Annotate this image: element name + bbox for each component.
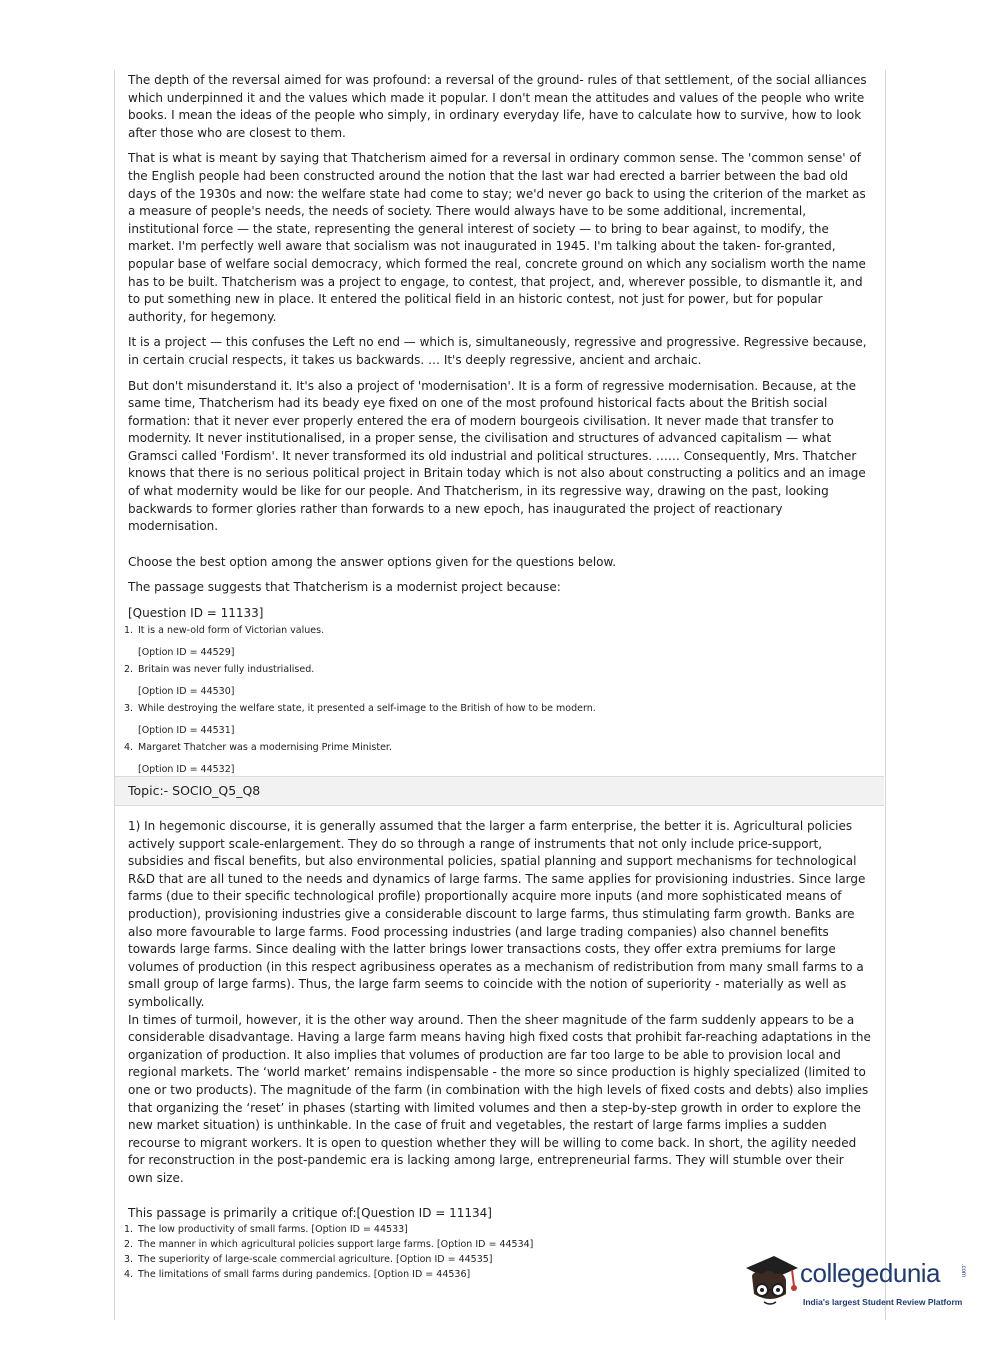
option-item[interactable]: 3. The superiority of large-scale commercial agriculture. [Option ID = 44535] <box>124 1254 493 1266</box>
passage-paragraph: In times of turmoil, however, it is the other way around. Then the sheer magnitude of the farm suddenly appears to be a considerable disadvantage. Having a large farm means having high fixed costs that prohibit far-reaching adaptations in the organization of production. It also implies that volumes of production are far too large to be able to provision local and regional markets. The ‘world market’ remains indispensable - the more so since production is highly specialized (limited to one or two products). The magnitude of the farm (in combination with the high levels of fixed costs and debts) also implies that organizing the ‘reset’ in phases (starting with limited volumes and then a step-by-step growth in order to explore the new market situation) is unthinkable. In the case of fruit and vegetables, the restart of large farms implies a sudden recourse to migrant workers. It is open to question whether they will be willing to come back. In short, the agility needed for reconstruction in the post-pandemic era is lacking among large, entrepreneurial farms. They will stumble over their own size. <box>128 1012 871 1185</box>
passage-1-section <box>124 72 872 780</box>
instruction-text: Choose the best option among the answer options given for the questions below. <box>128 554 617 569</box>
question-id: [Question ID = 11133] <box>128 606 264 621</box>
passage-paragraph: That is what is meant by saying that Thatcherism aimed for a reversal in ordinary common sense. The 'common sense' of the English people had been constructed around the notion that the last war had erected a barrier between the bad old days of the 1930s and now: the welfare state had come to stay; we'd never go back to using the criterion of the market as a measure of people's needs, the needs of society. There would always have to be some additional, incremental, institutional force — the state, representing the general interest of society — to bring to bear against, to modify, the market. I'm perfectly well aware that socialism was not inaugurated in 1945. I'm talking about the taken- for-granted, popular base of welfare social democracy, which formed the real, concrete ground on which any socialism worth the name has to be built. Thatcherism was a project to engage, to contest, that project, and, wherever possible, to dismantle it, and to put something new in place. It entered the political field in an historic contest, not just for power, but for popular authority, for hegemony. <box>128 151 866 324</box>
topic-bar <box>115 776 884 806</box>
question-text: The passage suggests that Thatcherism is a modernist project because: <box>128 580 561 595</box>
mascot-icon <box>740 1252 800 1312</box>
option-item[interactable]: 1. The low productivity of small farms. [Option ID = 44533] <box>124 1224 408 1236</box>
option-item[interactable]: 4. The limitations of small farms during pandemics. [Option ID = 44536] <box>124 1269 471 1281</box>
option-item[interactable]: 2. Britain was never fully industrialised. [Option ID = 44530] <box>124 663 872 699</box>
option-item[interactable]: 3. While destroying the welfare state, it presented a self-image to the British of how to be modern. [Option ID = 44531] <box>124 702 872 738</box>
logo-tagline: India's largest Student Review Platform <box>803 1297 963 1307</box>
option-item[interactable]: 1. It is a new-old form of Victorian values. [Option ID = 44529] <box>124 624 872 660</box>
option-id: [Option ID = 44529] <box>138 647 235 659</box>
passage-paragraph: 1) In hegemonic discourse, it is generally assumed that the larger a farm enterprise, the better it is. Agricultural policies actively support scale-enlargement. They do so through a range of instruments that not only include price-support, subsidies and fiscal benefits, but also environmental policies, spatial planning and support mechanisms for technological R&D that are all tuned to the needs and dynamics of large farms. The same applies for provisioning industries. Since large farms (due to their specific technological profile) proportionally acquire more inputs (and more sophisticated means of production), provisioning industries give a considerable discount to large farms, thus stimulating farm growth. Banks are also more favourable to large farms. Food processing industries (and large trading companies) also channel benefits towards large farms. Since dealing with the latter brings lower transactions costs, they offer extra premiums for large volumes of production (in this respect agribusiness operates as a mechanism of redistribution from many small farms to a small group of large farms). Thus, the large farm seems to coincide with the notion of superiority - materially as well as symbolically. <box>128 819 866 1009</box>
option-id: [Option ID = 44530] <box>138 686 235 698</box>
logo-wordmark: collegedunia <box>800 1258 941 1288</box>
option-item[interactable]: 2. The manner in which agricultural policies support large farms. [Option ID = 44534] <box>124 1239 534 1251</box>
option-id: [Option ID = 44531] <box>138 725 235 737</box>
passage-paragraph: The depth of the reversal aimed for was profound: a reversal of the ground- rules of that settlement, of the social alliances which underpinned it and the values which made it popular. I don't mean the attitudes and values of the people who write books. I mean the ideas of the people who simply, in ordinary everyday life, have to calculate how to survive, how to look after those who are closest to them. <box>128 73 867 140</box>
option-id: [Option ID = 44532] <box>138 764 235 776</box>
options-list <box>124 624 872 777</box>
option-item[interactable]: 4. Margaret Thatcher was a modernising Prime Minister. [Option ID = 44532] <box>124 741 872 777</box>
passage-paragraph: But don't misunderstand it. It's also a project of 'modernisation'. It is a form of regressive modernisation. Because, at the same time, Thatcherism had its beady eye fixed on one of the most profound historical facts about the British social formation: that it never ever properly entered the era of modern bourgeois civilisation. It never made that transfer to modernity. It never institutionalised, in a proper sense, the civilisation and structures of advanced capitalism — what Gramsci called 'Fordism'. It never transformed its old industrial and political structures. …… Consequently, Mrs. Thatcher knows that there is no serious political project in Britain today which is not also about constructing a politics and an image of what modernity would be like for our people. And Thatcherism, in its regressive way, drawing on the past, looking backwards to former glories rather than forwards to a new epoch, has inaugurated the project of reactionary modernisation. <box>128 378 866 534</box>
question-text: This passage is primarily a critique of:[Question ID = 11134] <box>128 1206 492 1221</box>
passage-2-section <box>124 818 872 1282</box>
passage-paragraph: It is a project — this confuses the Left no end — which is, simultaneously, regressive and progressive. Regressive because, in certain crucial respects, it takes us backwards. … It's deeply regressive, ancient and archaic. <box>128 335 867 367</box>
collegedunia-logo[interactable] <box>740 1250 980 1320</box>
logo-domain: .com <box>960 1264 966 1278</box>
topic-label: Topic:- SOCIO_Q5_Q8 <box>128 783 261 798</box>
